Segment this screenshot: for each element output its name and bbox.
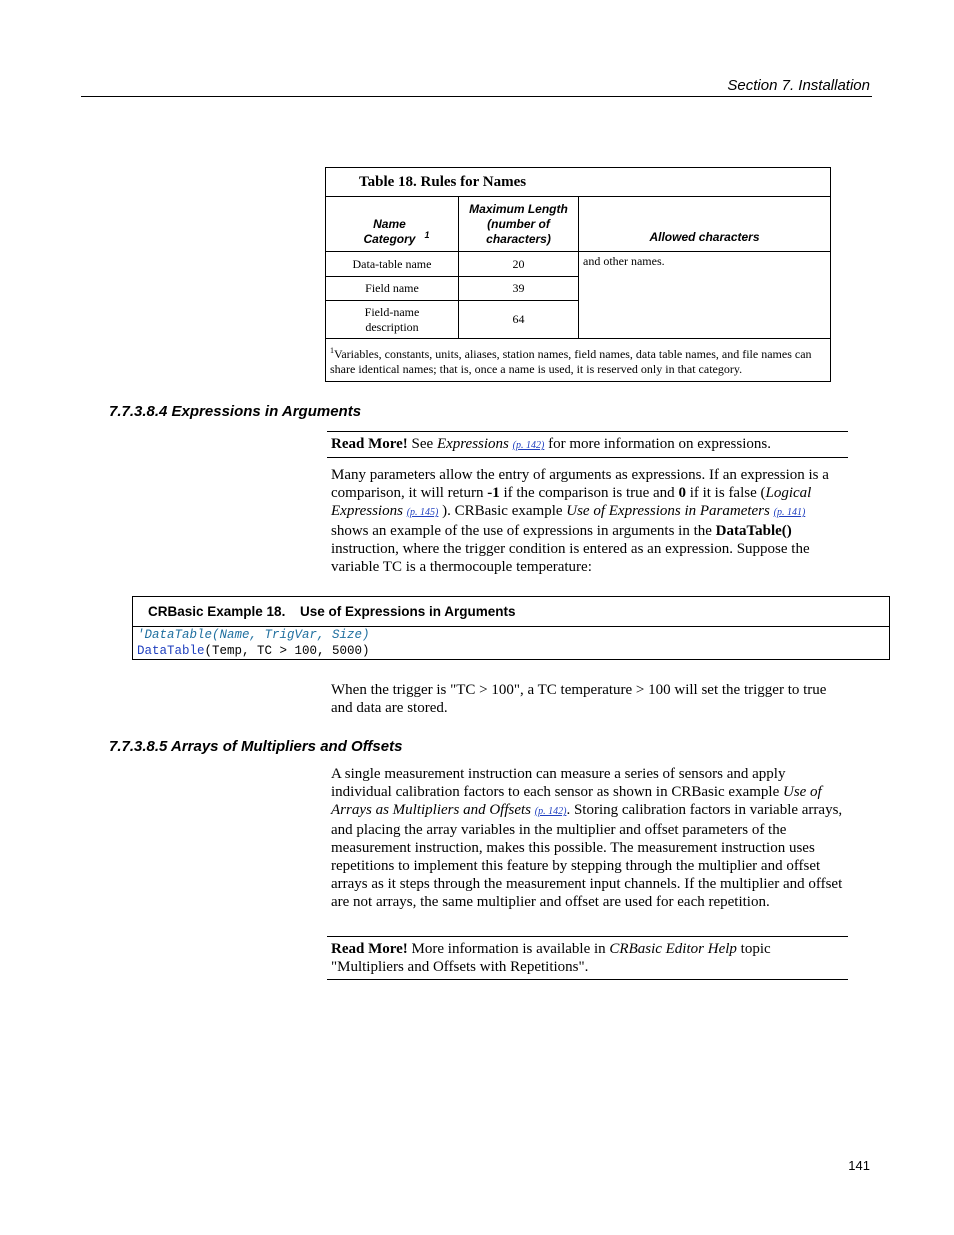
section-header-title: Section 7. Installation: [727, 77, 870, 94]
readmore-label: Read More!: [331, 941, 408, 957]
readmore-top-rule: [327, 936, 848, 937]
page-ref-link[interactable]: (p. 142): [534, 806, 567, 817]
readmore-text: topic "Multipliers and Offsets with Repetitions".: [331, 941, 771, 975]
row-name-cell: [326, 301, 459, 339]
heading-arrays-of-multipliers: 7.7.3.8.5 Arrays of Multipliers and Offsets: [109, 738, 403, 755]
paragraph-trigger: When the trigger is "TC > 100", a TC temperature > 100 will set the trigger to true and data are stored.: [331, 682, 827, 716]
code-line-comment: 'DataTable(Name, TrigVar, Size): [137, 628, 370, 642]
page-ref-link[interactable]: (p. 141): [773, 507, 806, 518]
para-text: shows an example of the use of expressions in arguments in the: [331, 523, 716, 539]
code-example-label: CRBasic Example 18.: [148, 604, 286, 619]
header-max-length-label: Maximum Length (number of characters): [469, 202, 568, 246]
para-bold: DataTable(): [715, 523, 792, 539]
paragraph-arrays: [331, 765, 846, 911]
readmore-text: More information is available in: [407, 941, 610, 957]
para-bold: -1: [487, 485, 500, 501]
readmore-text: See: [407, 436, 437, 452]
header-superscript: 1: [424, 230, 430, 240]
readmore-top-rule: [327, 431, 848, 432]
para-text: A single measurement instruction can measure a series of sensors and apply individual calibration factors to each sensor as shown in CRBasic example: [331, 766, 786, 800]
page-ref-link[interactable]: (p. 145): [406, 507, 439, 518]
page-ref-link[interactable]: (p. 142): [512, 440, 545, 451]
table-footnote: [326, 339, 831, 382]
rules-for-names-table: [325, 167, 831, 382]
allowed-characters-cell: and other names.: [579, 252, 831, 339]
row-length-cell: 64: [459, 301, 579, 339]
row-name-cell: Data-table name: [326, 252, 459, 277]
para-text: if it is false (: [685, 485, 766, 501]
header-max-length: [459, 197, 579, 252]
heading-expressions-in-arguments: 7.7.3.8.4 Expressions in Arguments: [109, 403, 362, 420]
readmore-text: for more information on expressions.: [544, 436, 771, 452]
link-use-of-arrays[interactable]: Use of Arrays as Multipliers and Offsets: [331, 784, 822, 818]
code-keyword: DataTable: [137, 644, 205, 658]
table-caption: Table 18. Rules for Names: [326, 168, 831, 197]
para-text: if the comparison is true and: [499, 485, 679, 501]
readmore-bottom-rule: [327, 979, 848, 980]
readmore-editor-help: [331, 940, 846, 976]
code-example-header: [133, 597, 889, 627]
header-allowed-characters: [579, 197, 831, 252]
link-use-of-expressions[interactable]: Use of Expressions in Parameters: [566, 503, 770, 519]
row-length-cell: 39: [459, 277, 579, 301]
para-text: ). CRBasic example: [438, 503, 567, 519]
row-name-label: Field-name description: [364, 304, 420, 334]
table-row: [326, 252, 831, 277]
row-length-cell: 20: [459, 252, 579, 277]
page-number: 141: [848, 1158, 870, 1173]
footnote-text: Variables, constants, units, aliases, station names, field names, data table names, and file names can share identical names; that is, once a name is used, it is reserved only in that category.: [330, 347, 812, 376]
readmore-link-expressions[interactable]: Expressions: [436, 436, 509, 452]
readmore-bottom-rule: [327, 457, 848, 458]
para-text: Many parameters allow the entry of arguments as expressions. If an expression is a comparison, it will return: [331, 467, 829, 501]
crbasic-example-box: [132, 596, 890, 660]
header-name-category: [326, 197, 459, 252]
para-text: . Storing calibration factors in variable arrays, and placing the array variables in the multiplier and offset parameters of the measurement instruction, makes this possible. The measurement instruction uses repetitions to implement this feature by stepping through the multiplier and offset arrays as it steps through the measurement input channels. If the multiplier and offset are not arrays, the same multiplier and offset are used for each repetition.: [331, 802, 843, 910]
code-args: (Temp, TC > 100, 5000): [204, 644, 370, 658]
code-example-title: Use of Expressions in Arguments: [300, 604, 516, 619]
para-bold: 0: [678, 485, 686, 501]
readmore-italic: CRBasic Editor Help: [609, 941, 737, 957]
header-name-category-label: Name Category: [363, 217, 416, 246]
header-allowed-label: Allowed characters: [649, 230, 760, 244]
para-text: instruction, where the trigger condition is entered as an expression. Suppose the variable TC is a thermocouple temperature:: [331, 541, 810, 575]
footnote-superscript: 1: [330, 346, 334, 355]
header-rule: [81, 96, 872, 97]
code-line-datatable: [137, 644, 370, 658]
link-logical-expressions[interactable]: Logical Expressions: [331, 485, 812, 519]
paragraph-expressions: [331, 466, 846, 576]
readmore-label: Read More!: [331, 436, 408, 452]
readmore-expressions: [331, 435, 846, 455]
row-name-cell: Field name: [326, 277, 459, 301]
